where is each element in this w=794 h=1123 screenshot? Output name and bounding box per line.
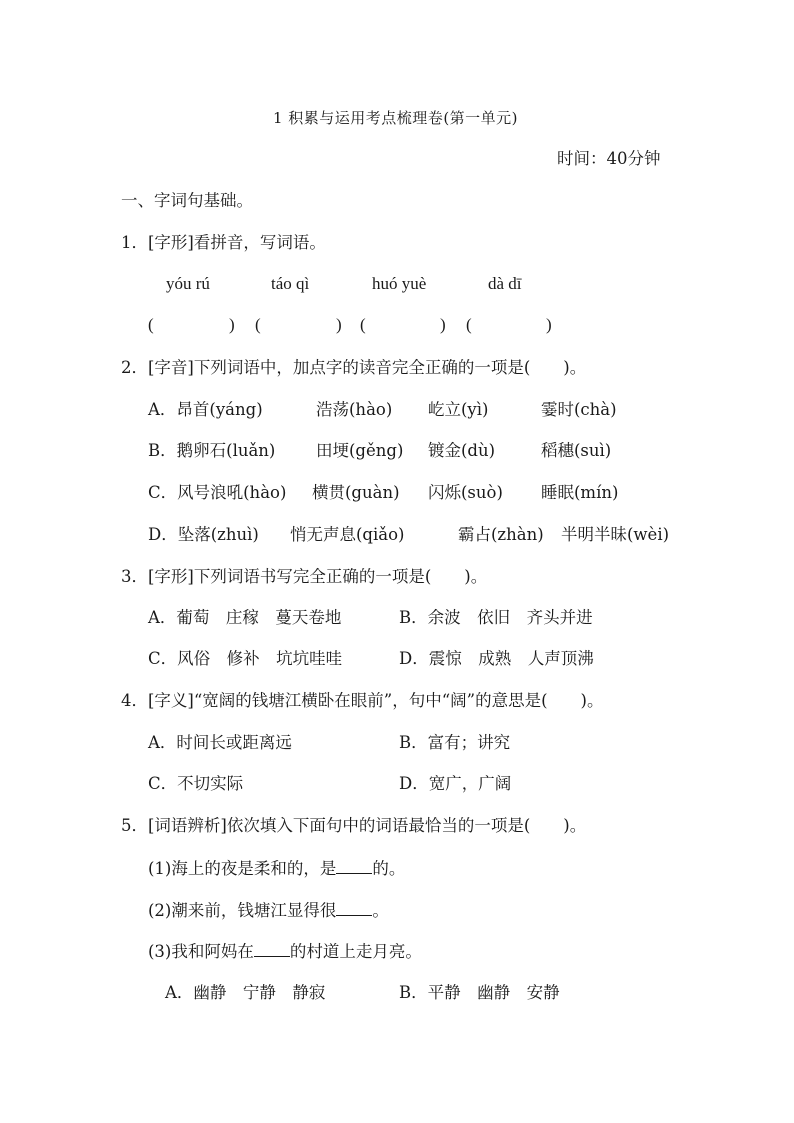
close-paren: )	[546, 315, 552, 334]
question-4-stem: 4．[字义]“宽阔的钱塘江横卧在眼前”，句中“阔”的意思是( )。	[121, 691, 604, 710]
fill-blank[interactable]	[336, 899, 372, 916]
open-paren: (	[255, 315, 261, 334]
q3-option-d[interactable]: D．震惊 成熟 人声顶沸	[399, 649, 594, 668]
q5-sentence-2	[148, 899, 389, 922]
option-item: D．坠落(zhuì)	[148, 525, 259, 544]
close-paren: )	[336, 315, 342, 334]
open-paren: (	[148, 315, 154, 334]
option-item: 横贯(guàn)	[312, 483, 400, 502]
q4-option-c[interactable]: C．不切实际	[148, 774, 244, 793]
q4-option-b[interactable]: B．富有；讲究	[399, 733, 511, 752]
q5-option-a[interactable]: A．幽静 宁静 静寂	[165, 983, 326, 1002]
q4-option-d[interactable]: D．宽广，广阔	[399, 774, 512, 793]
option-item: 霸占(zhàn)	[458, 525, 544, 544]
open-paren: (	[360, 315, 366, 334]
option-item: 闪烁(suò)	[428, 483, 503, 502]
question-2-stem: 2．[字音]下列词语中，加点字的读音完全正确的一项是( )。	[121, 358, 587, 377]
q3-option-b[interactable]: B．余波 依旧 齐头并进	[399, 608, 593, 627]
close-paren: )	[440, 315, 446, 334]
option-item: 半明半昧(wèi)	[561, 525, 670, 544]
option-item: 镀金(dù)	[428, 441, 496, 460]
sentence-text: (1)海上的夜是柔和的，是	[148, 859, 337, 878]
section-heading: 一、字词句基础。	[121, 191, 253, 210]
q5-sentence-1	[148, 857, 405, 880]
question-5-stem: 5．[词语辨析]依次填入下面句中的词语最恰当的一项是( )。	[121, 816, 587, 835]
time-limit: 时间：40分钟	[557, 149, 661, 168]
q5-sentence-3	[148, 940, 422, 963]
document-title: 1 积累与运用考点梳理卷(第一单元)	[273, 109, 519, 127]
sentence-text: (2)潮来前，钱塘江显得很	[148, 901, 337, 920]
pinyin-4: dà dī	[488, 274, 522, 293]
option-item: 霎时(chà)	[541, 400, 617, 419]
q4-option-a[interactable]: A．时间长或距离远	[148, 733, 292, 752]
pinyin-2: táo qì	[271, 274, 310, 293]
question-3-stem: 3．[字形]下列词语书写完全正确的一项是( )。	[121, 567, 488, 586]
fill-blank[interactable]	[336, 857, 372, 874]
option-item: 稻穗(suì)	[541, 441, 612, 460]
sentence-text: 的村道上走月亮。	[289, 942, 422, 961]
option-item: 田埂(gěng)	[316, 441, 404, 460]
q3-option-c[interactable]: C．风俗 修补 坑坑哇哇	[148, 649, 343, 668]
question-1-stem: 1．[字形]看拼音，写词语。	[121, 233, 326, 252]
q5-option-b[interactable]: B．平静 幽静 安静	[399, 983, 560, 1002]
option-item: 浩荡(hào)	[316, 400, 393, 419]
option-item: 悄无声息(qiǎo)	[290, 525, 405, 544]
open-paren: (	[466, 315, 472, 334]
pinyin-1: yóu rú	[166, 274, 210, 293]
pinyin-3: huó yuè	[372, 274, 427, 293]
sentence-text: (3)我和阿妈在	[148, 942, 254, 961]
option-item: 屹立(yì)	[428, 400, 489, 419]
option-item: C．风号浪吼(hào)	[148, 483, 287, 502]
option-item: A．昂首(yáng)	[148, 400, 263, 419]
sentence-text: 的。	[372, 859, 406, 878]
option-item: 睡眠(mín)	[541, 483, 619, 502]
q3-option-a[interactable]: A．葡萄 庄稼 蔓天卷地	[148, 608, 342, 627]
fill-blank[interactable]	[254, 940, 290, 957]
option-item: B．鹅卵石(luǎn)	[148, 441, 276, 460]
close-paren: )	[229, 315, 235, 334]
sentence-text: 。	[372, 901, 389, 920]
